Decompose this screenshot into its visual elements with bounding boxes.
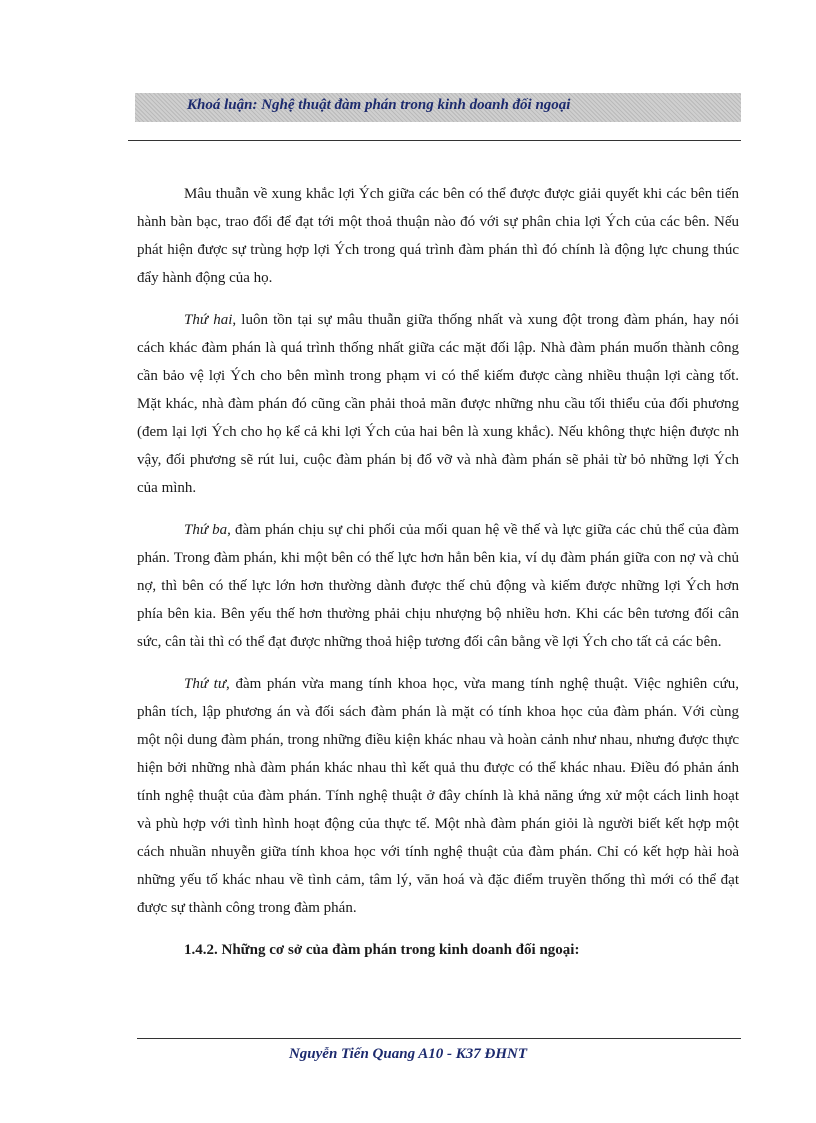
paragraph-text: , đàm phán chịu sự chi phối của mối quan hệ về thế và lực giữa các chủ thể của đàm phán. Trong đàm phán, khi một bên có thế lực hơn hẳn bên kia, ví dụ đàm phán giữa con nợ và chủ nợ, thì bên có thế lực lớn hơn thường dành được thế chủ động và kiếm được những lợi Ých hơn phía bên kia. Bên yếu thế hơn thường phải chịu nhượng bộ nhiều hơn. Khi các bên tương đối cân sức, cân tài thì có thể đạt được những thoả hiệp tương đối cân bằng về lợi Ých cho tất cả các bên. xyxy=(137,522,739,650)
paragraph-text: Mâu thuẫn về xung khắc lợi Ých giữa các bên có thể được được giải quyết khi các bên tiến hành bàn bạc, trao đổi để đạt tới một thoả thuận nào đó với sự phân chia lợi Ých của các bên. Nếu phát hiện được sự trùng hợp lợi Ých trong quá trình đàm phán thì đó chính là động lực chung thúc đẩy hành động của họ. xyxy=(137,186,739,286)
paragraph-3 xyxy=(137,516,739,656)
paragraph-text: , đàm phán vừa mang tính khoa học, vừa mang tính nghệ thuật. Việc nghiên cứu, phân tích, lập phương án và đối sách đàm phán là mặt có tính khoa học của đàm phán. Với cùng một nội dung đàm phán, trong những điều kiện khác nhau và hoàn cảnh như nhau, nhưng được thực hiện bởi những nhà đàm phán khác nhau thì kết quả thu được có thể khác nhau. Điều đó phản ánh tính nghệ thuật của đàm phán. Tính nghệ thuật ở đây chính là khả năng ứng xử một cách linh hoạt và phù hợp với tình hình hoạt động của thực tế. Một nhà đàm phán giỏi là người biết kết hợp một cách nhuần nhuyễn giữa tính khoa học với tính nghệ thuật của đàm phán. Chỉ có kết hợp hài hoà những yếu tố khác nhau về tình cảm, tâm lý, văn hoá và đặc điểm truyền thống thì mới có thể đạt được sự thành công trong đàm phán. xyxy=(137,676,739,916)
paragraph-1 xyxy=(137,180,739,292)
footer-divider xyxy=(137,1038,741,1039)
paragraph-lead: Thứ hai xyxy=(184,312,233,328)
paragraph-lead: Thứ tư xyxy=(184,676,227,692)
header-divider xyxy=(128,140,741,141)
footer-author: Nguyễn Tiến Quang A10 - K37 ĐHNT xyxy=(288,1046,528,1062)
header-band xyxy=(135,93,741,122)
paragraph-2 xyxy=(137,306,739,502)
paragraph-text: , luôn tồn tại sự mâu thuẫn giữa thống nhất và xung đột trong đàm phán, hay nói cách khác đàm phán là quá trình thống nhất giữa các mặt đối lập. Nhà đàm phán muốn thành công cần bảo vệ lợi Ých cho bên mình trong phạm vi có thể kiếm được càng nhiều thuận lợi càng tốt. Mặt khác, nhà đàm phán đó cũng cần phải thoả mãn được những nhu cầu tối thiểu của đối phương (đem lại lợi Ých cho họ kể cả khi lợi Ých của hai bên là xung khắc). Nếu không thực hiện được nh vậy, đối phương sẽ rút lui, cuộc đàm phán bị đổ vỡ và nhà đàm phán sẽ phải từ bỏ những lợi Ých của mình. xyxy=(137,312,739,496)
document-body xyxy=(137,180,739,964)
paragraph-4 xyxy=(137,670,739,922)
paragraph-lead: Thứ ba xyxy=(184,522,228,538)
document-title: Khoá luận: Nghệ thuật đàm phán trong kinh doanh đối ngoại xyxy=(187,97,571,113)
section-heading: 1.4.2. Những cơ sở của đàm phán trong kinh doanh đối ngoại: xyxy=(184,942,580,958)
